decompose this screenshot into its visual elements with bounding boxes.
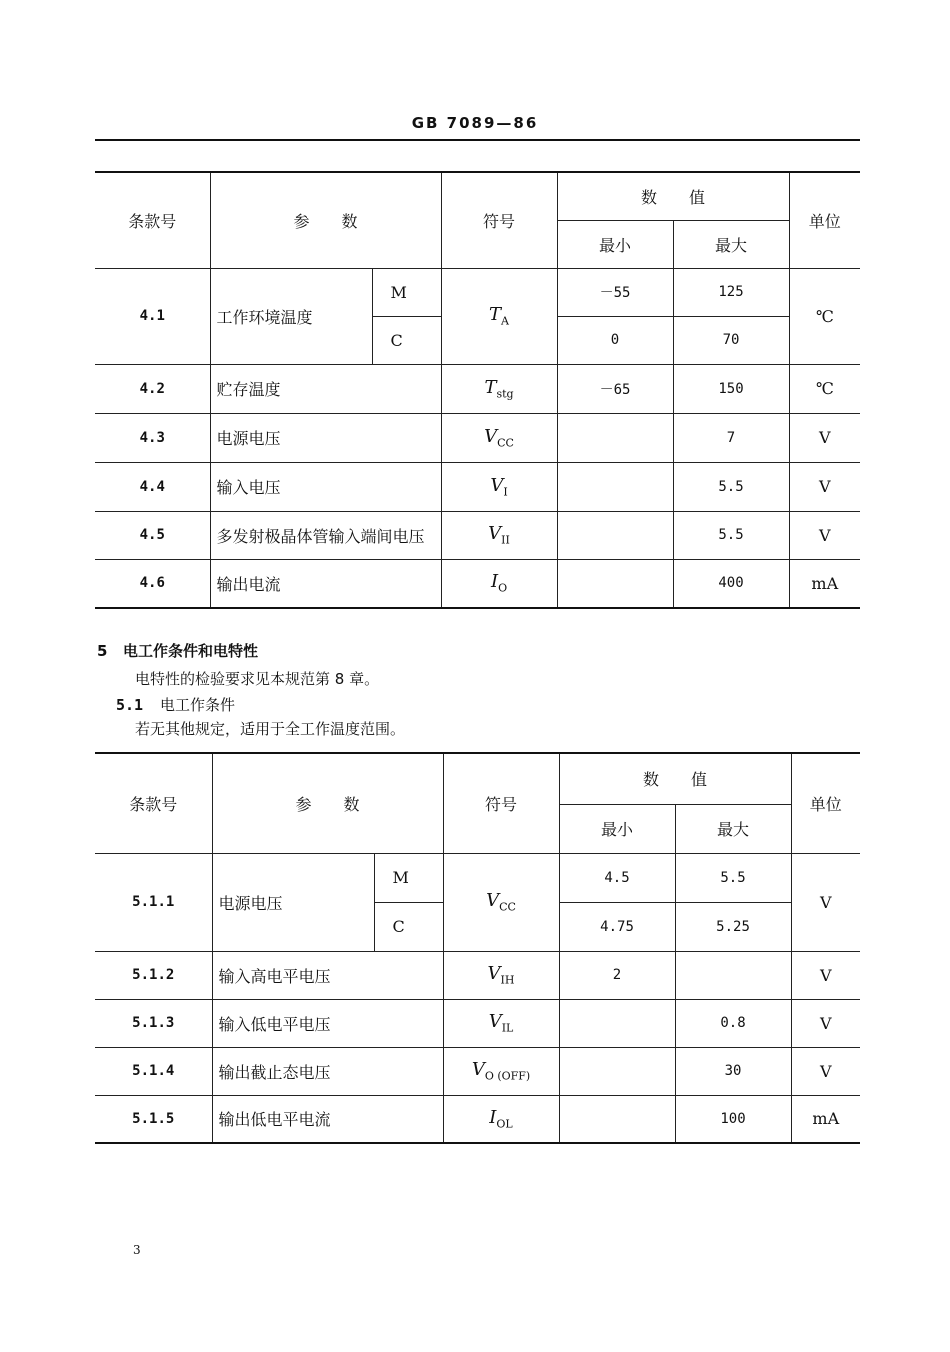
clause-cell: 5.1.1 [95,853,212,951]
subsection-number: 5.1 [116,696,144,714]
clause-cell: 4.1 [95,268,210,364]
subsection-intro: 若无其他规定，适用于全工作温度范围。 [135,720,406,738]
symbol-subscript: O (OFF) [484,1069,531,1083]
table-row [95,413,860,462]
grade-cell: M [374,853,443,902]
unit-cell: V [789,462,860,511]
min-cell: 0 [557,316,673,364]
table-row [95,999,860,1047]
symbol-main: V [487,963,501,985]
header-unit: 单位 [791,753,860,853]
symbol-subscript: II [501,533,510,547]
param-cell: 贮存温度 [210,364,441,413]
min-cell: －55 [557,268,673,316]
symbol-main: T [489,304,502,326]
min-cell: 2 [559,951,675,999]
header-value: 数 值 [557,172,789,220]
unit-cell: mA [789,559,860,608]
min-cell [559,1047,675,1095]
table-row [95,559,860,608]
header-symbol: 符号 [441,172,557,268]
header-rule [95,139,860,141]
max-cell: 5.5 [675,853,791,902]
symbol-main: I [490,571,499,593]
max-cell: 5.5 [673,462,789,511]
header-max: 最大 [673,220,789,268]
symbol-cell [443,951,559,999]
clause-cell: 5.1.3 [95,999,212,1047]
param-cell: 电源电压 [212,853,374,951]
symbol-subscript: A [501,314,509,328]
header-min: 最小 [559,804,675,853]
table-row [95,951,860,999]
param-cell: 工作环境温度 [210,268,372,364]
clause-cell: 4.3 [95,413,210,462]
param-cell: 多发射极晶体管输入端间电压 [210,511,441,559]
unit-cell: V [789,511,860,559]
unit-cell: V [791,853,860,951]
header-min: 最小 [557,220,673,268]
param-cell: 输入低电平电压 [212,999,443,1047]
min-cell [557,413,673,462]
symbol-subscript: I [503,485,508,499]
header-unit: 单位 [789,172,860,268]
symbol-cell [441,413,557,462]
table-row [95,268,860,316]
header-param: 参 数 [210,172,441,268]
max-cell: 100 [675,1095,791,1143]
table-row [95,853,860,902]
symbol-subscript: CC [497,436,514,450]
min-cell [559,1095,675,1143]
section-heading [97,640,258,661]
symbol-cell [443,999,559,1047]
symbol-main: V [490,474,504,496]
param-cell: 输出截止态电压 [212,1047,443,1095]
symbol-subscript: OL [496,1117,513,1131]
table-row [95,511,860,559]
symbol-subscript: CC [499,900,516,914]
param-cell: 输入高电平电压 [212,951,443,999]
header-clause: 条款号 [95,172,210,268]
unit-cell: V [791,1047,860,1095]
max-cell: 7 [673,413,789,462]
min-cell: －65 [557,364,673,413]
symbol-cell [441,559,557,608]
symbol-main: V [471,1059,485,1081]
header-param: 参 数 [212,753,443,853]
param-cell: 输出低电平电流 [212,1095,443,1143]
symbol-cell [443,1095,559,1143]
header-max: 最大 [675,804,791,853]
min-cell: 4.75 [559,902,675,951]
symbol-cell [443,1047,559,1095]
table-row [95,1047,860,1095]
max-cell: 70 [673,316,789,364]
section-number: 5 [97,642,108,660]
absolute-ratings-table [95,171,860,609]
clause-cell: 4.6 [95,559,210,608]
max-cell: 150 [673,364,789,413]
symbol-main: V [486,890,500,912]
clause-cell: 4.5 [95,511,210,559]
symbol-cell [441,511,557,559]
table-row [95,364,860,413]
clause-cell: 4.4 [95,462,210,511]
max-cell: 400 [673,559,789,608]
header-value: 数 值 [559,753,791,804]
max-cell: 30 [675,1047,791,1095]
symbol-subscript: IH [500,973,515,987]
symbol-subscript: stg [496,387,514,401]
grade-cell: M [372,268,441,316]
clause-cell: 5.1.5 [95,1095,212,1143]
header-symbol: 符号 [443,753,559,853]
unit-cell: V [791,951,860,999]
unit-cell: V [791,999,860,1047]
unit-cell: ℃ [789,268,860,364]
grade-cell: C [372,316,441,364]
table-row [95,1095,860,1143]
page-number: 3 [133,1243,141,1257]
symbol-subscript: IL [501,1021,514,1035]
symbol-cell [441,364,557,413]
grade-cell: C [374,902,443,951]
unit-cell: V [789,413,860,462]
max-cell: 125 [673,268,789,316]
symbol-cell [441,462,557,511]
min-cell [557,511,673,559]
subsection-heading [116,694,235,715]
symbol-main: V [488,1011,502,1033]
symbol-cell [441,268,557,364]
symbol-main: I [489,1106,497,1128]
min-cell: 4.5 [559,853,675,902]
unit-cell: mA [791,1095,860,1143]
clause-cell: 5.1.4 [95,1047,212,1095]
clause-cell: 5.1.2 [95,951,212,999]
max-cell: 5.5 [673,511,789,559]
min-cell [559,999,675,1047]
min-cell [557,462,673,511]
param-cell: 输入电压 [210,462,441,511]
unit-cell: ℃ [789,364,860,413]
max-cell [675,951,791,999]
max-cell: 5.25 [675,902,791,951]
max-cell: 0.8 [675,999,791,1047]
min-cell [557,559,673,608]
section-intro: 电特性的检验要求见本规范第 8 章。 [135,670,380,688]
symbol-main: V [484,425,498,447]
symbol-main: V [488,523,502,545]
clause-cell: 4.2 [95,364,210,413]
symbol-main: T [484,376,497,398]
symbol-subscript: O [498,582,508,596]
header-clause: 条款号 [95,753,212,853]
operating-conditions-table [95,752,860,1144]
param-cell: 电源电压 [210,413,441,462]
param-cell: 输出电流 [210,559,441,608]
table-row [95,462,860,511]
symbol-cell [443,853,559,951]
document-header: GB 7089—86 [411,114,539,132]
section-title: 电工作条件和电特性 [123,642,259,660]
subsection-title: 电工作条件 [160,696,236,714]
